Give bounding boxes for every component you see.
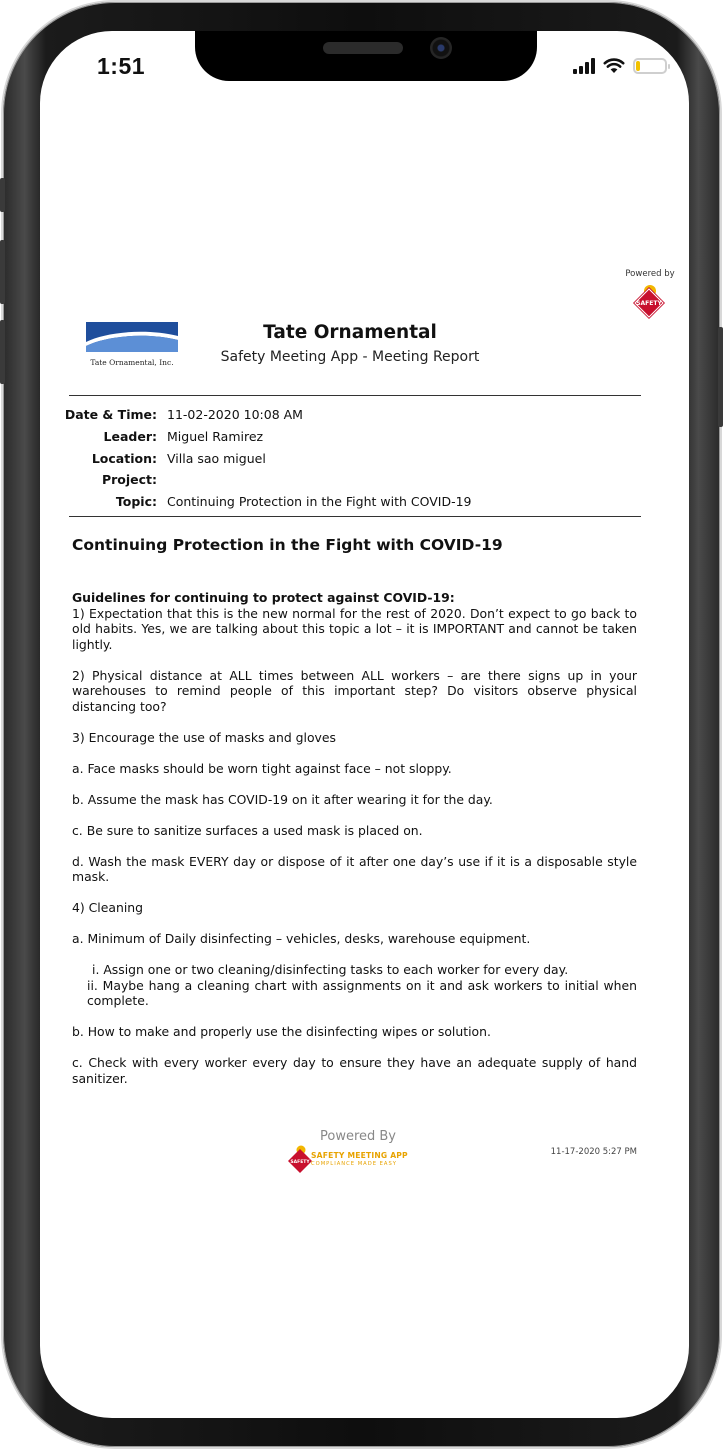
detail-value: 11-02-2020 10:08 AM [167, 407, 303, 423]
details-divider [69, 516, 641, 517]
cellular-signal-icon [573, 58, 595, 74]
header-divider [69, 395, 641, 396]
report-body [72, 590, 637, 1086]
detail-row-project [60, 469, 640, 491]
report-timestamp: 11-17-2020 5:27 PM [550, 1147, 637, 1157]
volume-up-button [0, 240, 5, 304]
detail-row-date-time [60, 404, 640, 426]
phone-frame [3, 2, 720, 1447]
detail-value: Villa sao miguel [167, 450, 266, 466]
safety-badge-icon [630, 283, 668, 321]
wifi-icon [603, 58, 625, 74]
report-subtitle: Safety Meeting App - Meeting Report [220, 349, 480, 365]
silent-switch [0, 178, 5, 212]
safety-meeting-app-logo [287, 1145, 417, 1173]
guidelines-heading: Guidelines for continuing to protect against COVID-19: [72, 590, 455, 605]
detail-label: Leader: [103, 429, 157, 445]
detail-label: Project: [101, 472, 157, 488]
guideline-item: c. Check with every worker every day to ensure they have an adequate supply of hand sanitizer. [72, 1055, 637, 1086]
footer-brand-name: SAFETY MEETING APP [311, 1151, 408, 1160]
guideline-item: b. Assume the mask has COVID-19 on it after wearing it for the day. [72, 791, 493, 807]
safety-badge-icon [287, 1145, 313, 1173]
detail-label: Topic: [115, 494, 157, 510]
front-camera [430, 37, 452, 59]
company-logo [86, 322, 178, 367]
power-button [718, 327, 723, 427]
detail-label: Location: [91, 450, 157, 466]
logo-caption: Tate Ornamental, Inc. [90, 358, 174, 367]
footer-tagline: COMPLIANCE MADE EASY [311, 1161, 397, 1167]
guideline-item: b. How to make and properly use the disinfecting wipes or solution. [72, 1024, 491, 1039]
report-title: Continuing Protection in the Fight with COVID-19 [72, 536, 503, 554]
guideline-item: d. Wash the mask EVERY day or dispose of it after one day’s use if it is a disposable style mask. [72, 853, 637, 884]
guideline-item: 4) Cleaning [72, 900, 143, 915]
guideline-item: 3) Encourage the use of masks and gloves [72, 729, 336, 745]
detail-value: Continuing Protection in the Fight with COVID-19 [167, 494, 472, 510]
guideline-sub-item: i. Assign one or two cleaning/disinfecting tasks to each worker for every day. [92, 962, 569, 977]
guideline-item: 2) Physical distance at ALL times between ALL workers – are there signs up in your warehouses to remind people of this important step? Do visitors observe physical distancing too? [72, 667, 637, 714]
guideline-item: a. Minimum of Daily disinfecting – vehicles, desks, warehouse equipment. [72, 931, 531, 946]
powered-by-bottom: Powered By [319, 1129, 396, 1144]
detail-row-location [60, 447, 640, 469]
badge-text: SAFETY [636, 300, 662, 307]
detail-row-topic [60, 491, 640, 513]
powered-by-top: Powered by [625, 269, 675, 279]
notch [195, 31, 537, 81]
company-name: Tate Ornamental [263, 322, 437, 343]
guideline-sub-item: ii. Maybe hang a cleaning chart with assignments on it and ask workers to initial when complete. [87, 977, 637, 1008]
guideline-item: c. Be sure to sanitize surfaces a used mask is placed on. [72, 822, 423, 838]
company-logo-graphic [86, 322, 178, 352]
status-icons [573, 55, 667, 77]
detail-row-leader [60, 426, 640, 448]
footer-badge-text: SAFETY [290, 1160, 310, 1165]
detail-value: Miguel Ramirez [167, 429, 264, 445]
speaker-grille [323, 42, 403, 54]
phone-screen [40, 31, 689, 1418]
meeting-details [60, 404, 640, 512]
guideline-item: 1) Expectation that this is the new normal for the rest of 2020. Don’t expect to go back to old habits. Yes, we are talking about this topic a lot – it is IMPORTANT and cannot be taken lightly. [72, 605, 637, 652]
volume-down-button [0, 320, 5, 384]
battery-icon [633, 58, 667, 74]
guideline-item: a. Face masks should be worn tight against face – not sloppy. [72, 760, 452, 776]
detail-label: Date & Time: [64, 407, 157, 423]
status-time: 1:51 [97, 53, 146, 79]
